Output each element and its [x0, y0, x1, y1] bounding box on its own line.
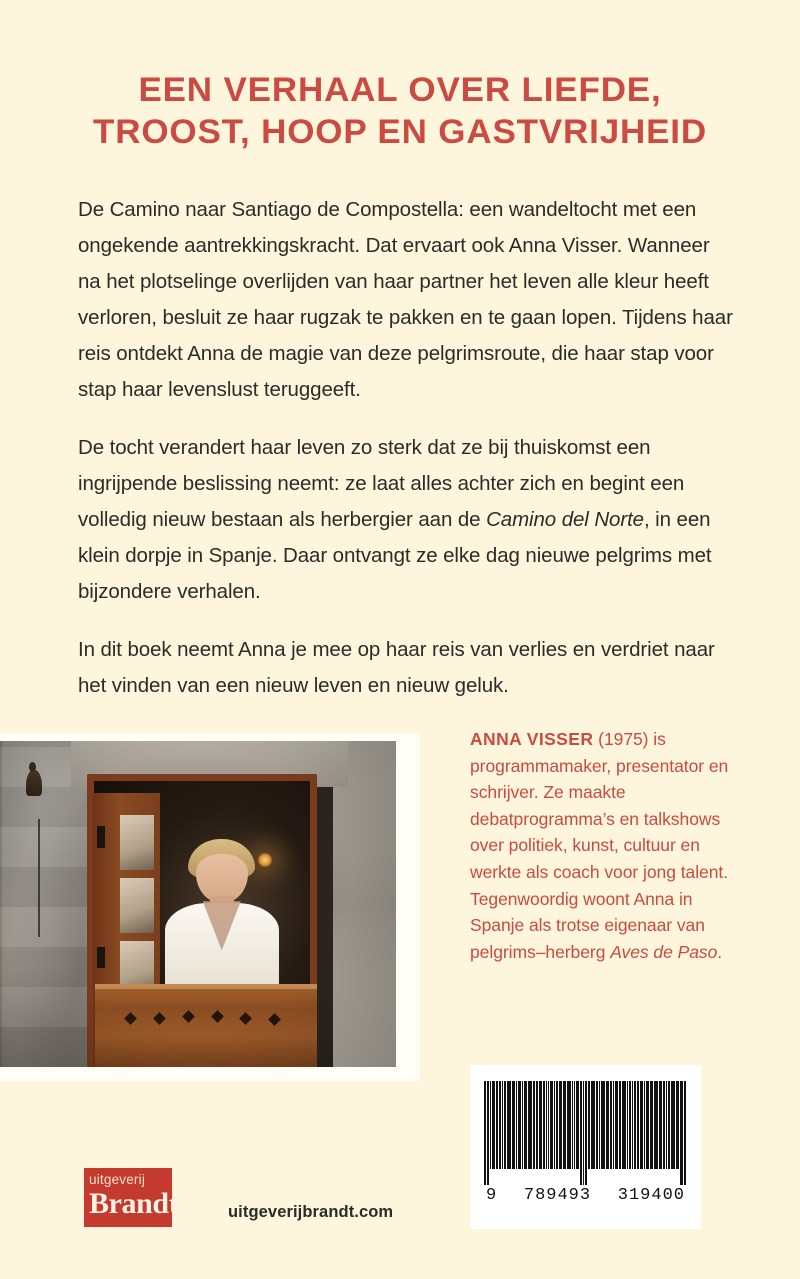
barcode-bar	[668, 1081, 671, 1169]
barcode-bar	[663, 1081, 665, 1169]
barcode-bar	[536, 1081, 538, 1169]
blurb-p1-text: De Camino naar Santiago de Compostella: een wandeltocht met een ongekende aantrekkingskracht. Dat ervaart ook Anna Visser. Wanneer na het plotselinge overlijden van haar partner het leven alle kleur heeft verloren, besluit ze haar rugzak te pakken en te gaan lopen. Tijdens haar reis ontdekt Anna de magie van deze pelgrimsroute, die haar stap voor stap haar levenslust teruggeeft.	[78, 198, 733, 401]
author-bio-italic: Aves de Paso	[610, 941, 718, 962]
barcode-bar	[512, 1081, 515, 1169]
barcode-bar	[619, 1081, 621, 1169]
barcode-bar	[576, 1081, 579, 1169]
barcode-bar	[518, 1081, 521, 1169]
barcode-bar	[539, 1081, 542, 1169]
headline-line-2: TROOST, HOOP EN GASTVRIJHEID	[93, 113, 707, 151]
barcode-bar	[654, 1081, 658, 1169]
barcode-bar	[629, 1081, 631, 1169]
barcode-bar	[528, 1081, 532, 1169]
barcode-bar	[583, 1081, 584, 1185]
barcode-bar	[533, 1081, 535, 1169]
barcode-bar	[676, 1081, 679, 1169]
barcode-bar	[610, 1081, 612, 1169]
barcode-bar	[499, 1081, 501, 1169]
barcode-bar	[496, 1081, 498, 1169]
barcode-bar	[599, 1081, 600, 1169]
publisher-website: uitgeverijbrandt.com	[228, 1203, 394, 1221]
barcode-bar	[596, 1081, 598, 1169]
barcode-bar	[543, 1081, 545, 1169]
barcode-digit-lead: 9	[486, 1186, 498, 1205]
barcode-bar	[504, 1081, 507, 1169]
barcode-bar	[522, 1081, 523, 1169]
barcode-bar	[666, 1081, 667, 1169]
blurb-p2-text-b: , in een klein dorpje in Spanje. Daar ontvangt ze elke dag nieuwe pelgrims met bijzondere verhalen.	[78, 508, 712, 603]
page-title	[0, 68, 800, 154]
publisher-logo-top-text: uitgeverij	[89, 1172, 146, 1187]
headline-line-1: EEN VERHAAL OVER LIEFDE,	[138, 71, 662, 109]
barcode-digits	[484, 1186, 687, 1205]
photo-vignette	[0, 741, 396, 1067]
publisher-logo	[84, 1168, 179, 1227]
barcode-bar	[637, 1081, 639, 1169]
barcode-digits-left: 789493	[523, 1186, 592, 1205]
barcode-bar	[556, 1081, 558, 1169]
author-bio-text-b: .	[717, 941, 723, 962]
barcode-bar	[487, 1081, 489, 1185]
barcode-bar	[548, 1081, 549, 1169]
barcode-bar	[659, 1081, 662, 1169]
barcode-bar	[502, 1081, 503, 1169]
barcode-bar	[516, 1081, 517, 1169]
barcode-bar	[507, 1081, 511, 1169]
blurb-paragraph-1	[78, 192, 733, 408]
barcode-bar	[484, 1081, 486, 1185]
barcode-bar	[492, 1081, 495, 1169]
barcode-bar	[615, 1081, 618, 1169]
author-photo-frame	[0, 733, 420, 1081]
barcode-bar	[490, 1081, 491, 1169]
barcode-bar	[546, 1081, 548, 1169]
isbn-barcode	[470, 1065, 701, 1229]
blurb-text	[78, 192, 733, 704]
blurb-paragraph-3	[78, 632, 733, 704]
barcode-bar	[588, 1081, 590, 1169]
blurb-p3-text: In dit boek neemt Anna je mee op haar reis van verlies en verdriet naar het vinden van een nieuw leven en nieuw geluk.	[78, 638, 715, 697]
barcode-bar	[585, 1081, 588, 1185]
barcode-bar	[622, 1081, 626, 1169]
barcode-bar	[646, 1081, 649, 1169]
barcode-bar	[574, 1081, 575, 1169]
barcode-bars	[484, 1081, 687, 1185]
barcode-digits-right: 319400	[617, 1186, 685, 1205]
barcode-bar	[550, 1081, 553, 1169]
blurb-p2-italic: Camino del Norte	[486, 508, 644, 531]
barcode-bar	[684, 1081, 686, 1185]
barcode-bar	[559, 1081, 562, 1169]
publisher-logo-name: Brandt	[89, 1187, 179, 1220]
barcode-bar	[591, 1081, 595, 1169]
blurb-p2-text-a: De tocht verandert haar leven zo sterk dat ze bij thuiskomst een ingrijpende beslissing neemt: ze laat alles achter zich en begint een volledig nieuw bestaan als herbergier aan de	[78, 436, 685, 531]
barcode-bar	[567, 1081, 571, 1169]
barcode-bar	[634, 1081, 636, 1169]
author-name: ANNA VISSER	[470, 729, 594, 749]
barcode-bar	[680, 1081, 683, 1185]
barcode-bar	[640, 1081, 643, 1169]
barcode-bar	[580, 1081, 582, 1185]
barcode-bar	[627, 1081, 629, 1169]
barcode-bar	[671, 1081, 675, 1169]
author-photo	[0, 741, 396, 1067]
barcode-bar	[632, 1081, 633, 1169]
author-bio-text-a: (1975) is programmamaker, presentator en schrijver. Ze maakte debatprogramma’s en talkshows over politiek, kunst, cultuur en werkte als coach voor jong talent. Tegenwoordig woont Anna in Spanje als trotse eigenaar van pelgrims–herberg	[470, 729, 729, 962]
barcode-bar	[572, 1081, 573, 1169]
barcode-bar	[554, 1081, 555, 1169]
barcode-bar	[524, 1081, 527, 1169]
barcode-bar	[650, 1081, 653, 1169]
barcode-bar	[563, 1081, 566, 1169]
barcode-bar	[606, 1081, 609, 1169]
barcode-bar	[644, 1081, 645, 1169]
barcode-bar	[613, 1081, 614, 1169]
blurb-paragraph-2	[78, 430, 733, 610]
barcode-bar	[601, 1081, 605, 1169]
author-bio	[470, 726, 730, 965]
